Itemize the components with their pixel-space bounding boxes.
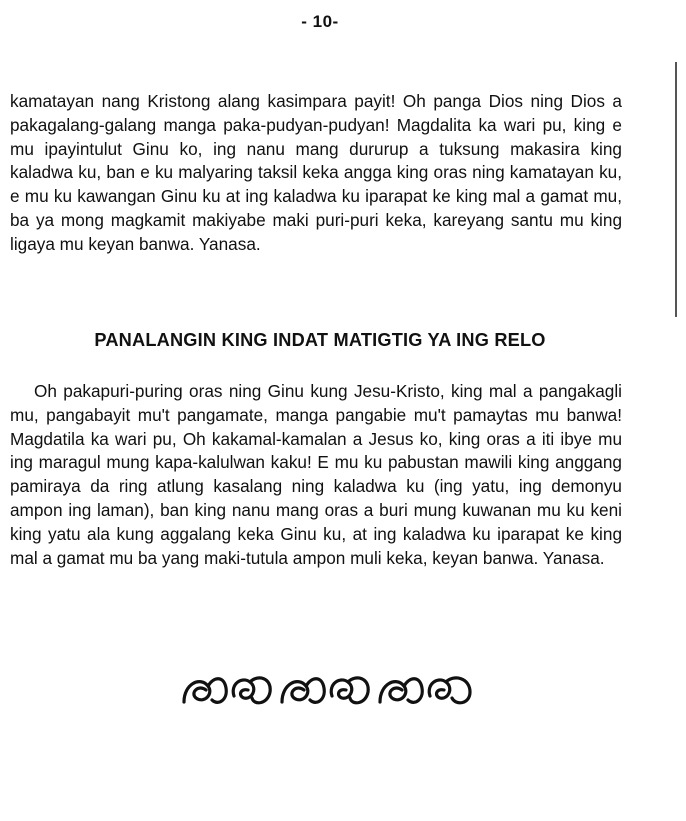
page-number: - 10- (301, 12, 339, 31)
body-paragraph-2-text: Oh pakapuri-puring oras ning Ginu kung Jesu-Kristo, king mal a pangakagli mu, pangabayit mu't pangamate, manga pangabie mu't pamaytas mu banwa! Magdatila ka wari pu, Oh kakamal-kamalan a Jesus ko, king oras a iti ibye mu ing maragul mung kapa-kalulwan kaku! E mu ku pabustan mawili king anggang pamiraya da ring atlung kasalang ning kaladwa ku (ing yatu, ing demonyu ampon ing laman), ban king nanu mang oras a buri mung kuwanan mu ku keni king yatu ala kung aggalang keka Ginu ku, at ing kaladwa ku iparapat ke king mal a gamat mu ba yang maki-tutula ampon muli keka, keyan banwa. Yanasa. (10, 381, 622, 568)
body-paragraph-1: kamatayan nang Kristong alang kasimpara payit! Oh panga Dios ning Dios a pakagalang-galang manga paka-pudyan-pudyan! Magdalita ka wari pu, king e mu ipayintulut Ginu ko, ing nanu mang dururup a tuksung makasira king kaladwa ku, ban e ku malyaring taksil keka angga king oras ning kamatayan ku, e mu ku kawangan Ginu ku at ing kaladwa ku iparapat ke king mal a gamat mu, ba ya mong magkamit makiyabe maki puri-puri keka, kareyang santu mu king ligaya mu keyan banwa. Yanasa. (10, 91, 622, 254)
scroll-flourish-ornament-icon (178, 666, 478, 714)
body-paragraph-2 (10, 380, 622, 570)
scan-edge-line (675, 62, 677, 317)
section-heading: PANALANGIN KING INDAT MATIGTIG YA ING RELO (94, 330, 546, 350)
